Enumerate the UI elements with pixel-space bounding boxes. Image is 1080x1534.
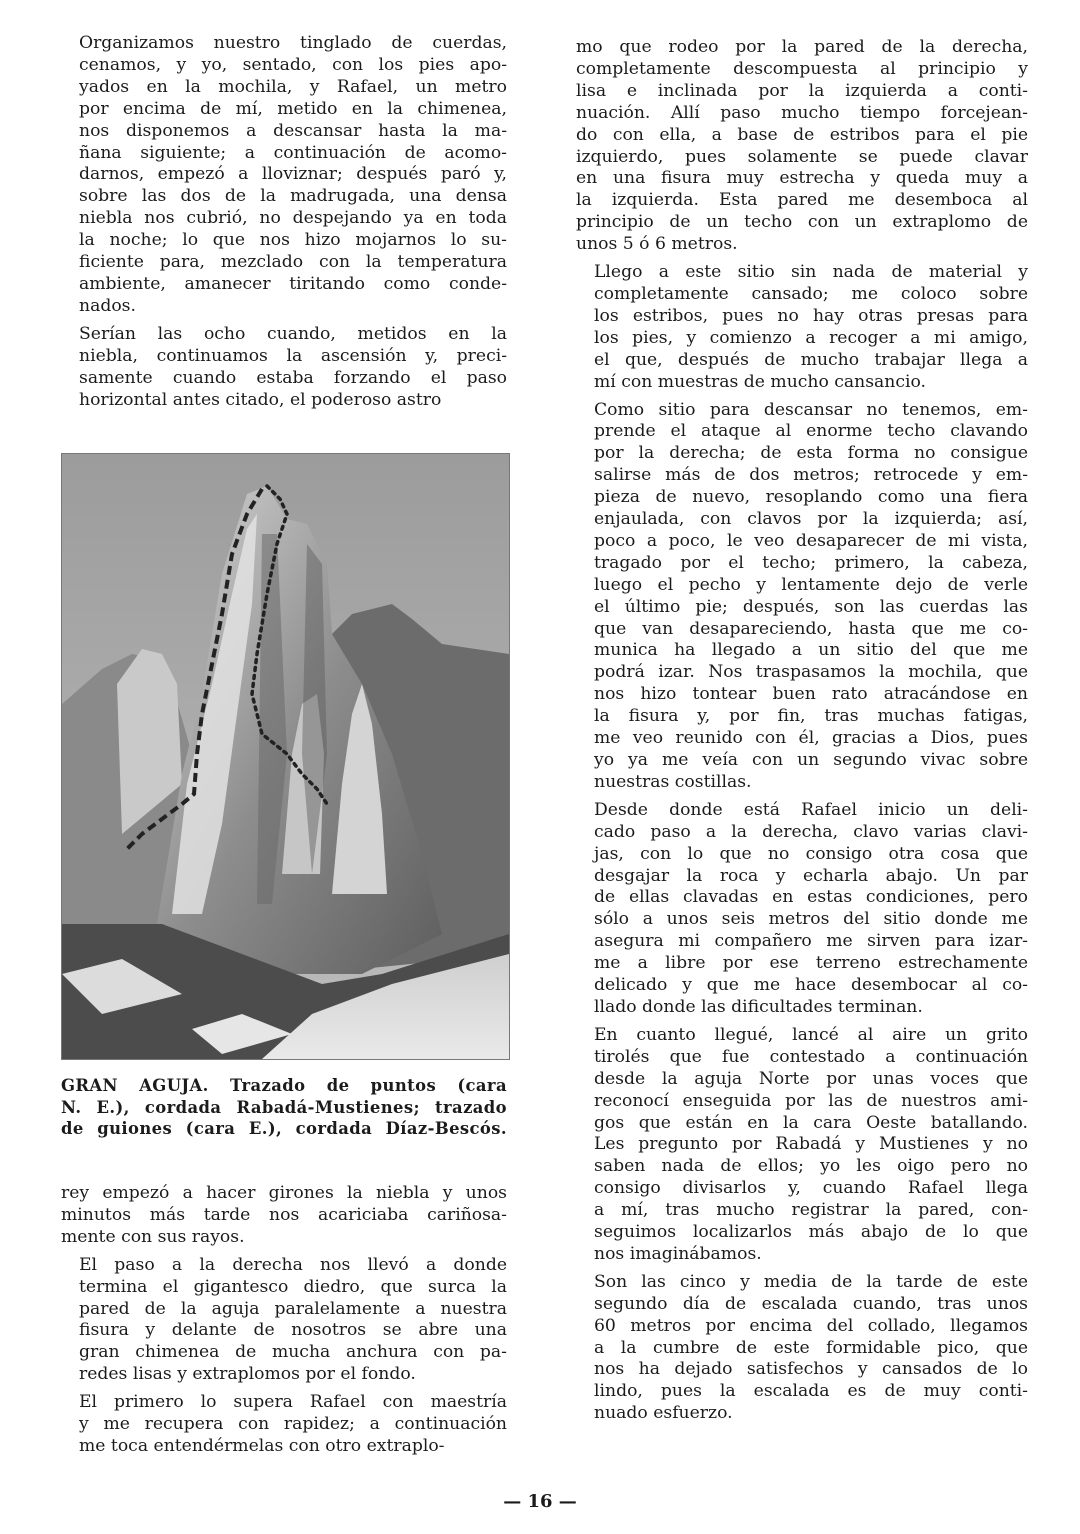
text-line: me a libre por ese terreno estrechamente (594, 953, 1028, 974)
text-line: munica ha llegado a un sitio del que me (594, 640, 1028, 661)
text-line: pared de la aguja paralelamente a nuestra (79, 1298, 507, 1319)
text-line: segundo día de escalada cuando, tras unos (594, 1293, 1028, 1314)
text-line: salirse más de dos metros; retrocede y em- (594, 465, 1028, 486)
text-line: la noche; lo que nos hizo mojarnos lo su- (79, 230, 507, 251)
text-line: El paso a la derecha nos llevó a donde (79, 1254, 507, 1275)
text-line: niebla nos cubrió, no despejando ya en toda (79, 208, 507, 229)
text-line: fisura y delante de nosotros se abre una (79, 1320, 507, 1341)
text-line: nuestras costillas. (594, 771, 752, 792)
text-line: el que, después de mucho trabajar llega a (594, 349, 1028, 370)
text-line: Desde donde está Rafael inicio un deli- (594, 799, 1028, 820)
figure-caption (61, 1075, 507, 1140)
mountain-photo-illustration (62, 454, 509, 1059)
text-line: completamente descompuesta al principio y (576, 58, 1028, 79)
right-column (576, 37, 1028, 1431)
text-line: rey empezó a hacer girones la niebla y unos (61, 1183, 507, 1203)
text-line: de ellas clavadas en estas condiciones, pero (594, 887, 1028, 908)
text-line: En cuanto llegué, lancé al aire un grito (594, 1024, 1028, 1045)
text-line: redes lisas y extraplomos por el fondo. (79, 1364, 416, 1385)
text-line: por la derecha; de esta forma no consigue (594, 443, 1028, 464)
paragraph (576, 1025, 1028, 1266)
text-line: cado paso a la derecha, clavo varias clavi- (594, 821, 1028, 842)
left-column-top (61, 33, 507, 417)
text-line: izquierdo, pues solamente se puede clavar (576, 146, 1028, 167)
text-line: gran chimenea de mucha anchura con pa- (79, 1342, 507, 1363)
text-line: luego el pecho y lentamente dejo de verle (594, 574, 1028, 595)
text-line: Serían las ocho cuando, metidos en la (79, 323, 507, 344)
text-line: darnos, empezó a lloviznar; después paró y, (79, 164, 507, 185)
page-number: — 16 — (503, 1491, 577, 1512)
text-line: asegura mi compañero me sirven para izar- (594, 931, 1028, 952)
text-line: y me recupera con rapidez; a continuación (79, 1414, 507, 1435)
text-line: nos disponemos a descansar hasta la ma- (79, 120, 507, 141)
text-line: sólo a unos seis metros del sitio donde me (594, 909, 1028, 930)
text-line: los estribos, pues no hay otras presas para (594, 305, 1028, 326)
text-line: llado donde las dificultades terminan. (594, 996, 923, 1017)
paragraph (576, 262, 1028, 393)
text-line: horizontal antes citado, el poderoso astro (79, 389, 442, 410)
text-line: me veo reunido con él, gracias a Dios, pues (594, 728, 1028, 749)
text-line: nuación. Allí paso mucho tiempo forcejean- (576, 102, 1028, 123)
text-line: delicado y que me hace desembocar al co- (594, 975, 1028, 996)
text-line: nos ha dejado satisfechos y cansados de lo (594, 1359, 1028, 1380)
paragraph (576, 37, 1028, 256)
text-line: minutos más tarde nos acariciaba cariñosa- (61, 1204, 507, 1225)
text-line: desgajar la roca y echarla abajo. Un par (594, 865, 1028, 886)
text-line: ñana siguiente; a continuación de acomo- (79, 142, 507, 163)
text-line: me toca entendérmelas con otro extraplo- (79, 1435, 445, 1456)
paragraph (576, 1272, 1028, 1425)
text-line: yados en la mochila, y Rafael, un metro (79, 76, 507, 97)
text-line: gos que están en la cara Oeste batallando. (594, 1112, 1028, 1133)
text-line: termina el gigantesco diedro, que surca la (79, 1276, 507, 1297)
text-line: tirolés que fue contestado a continuación (594, 1046, 1028, 1067)
paragraph (576, 800, 1028, 1019)
text-line: El primero lo supera Rafael con maestría (79, 1392, 507, 1413)
text-line: nos imaginábamos. (594, 1243, 762, 1264)
text-line: lindo, pues la escalada es de muy conti- (594, 1381, 1028, 1402)
caption-line: GRAN AGUJA. Trazado de puntos (cara (61, 1076, 507, 1095)
text-line: principio de un techo con un extraplomo de (576, 212, 1028, 233)
text-line: cenamos, y yo, sentado, con los pies apo- (79, 54, 507, 75)
paragraph (576, 400, 1028, 794)
text-line: sobre las dos de la madrugada, una densa (79, 186, 507, 207)
text-line: mo que rodeo por la pared de la derecha, (576, 37, 1028, 57)
text-line: nos hizo tontear buen rato atracándose en (594, 684, 1028, 705)
text-line: el último pie; después, son las cuerdas las (594, 596, 1028, 617)
text-line: podrá izar. Nos traspasamos la mochila, que (594, 662, 1028, 683)
text-line: samente cuando estaba forzando el paso (79, 367, 507, 388)
text-line: seguimos localizarlos más abajo de lo que (594, 1222, 1028, 1243)
text-line: Organizamos nuestro tinglado de cuerdas, (79, 33, 507, 53)
text-line: la izquierda. Esta pared me desemboca al (576, 190, 1028, 211)
text-line: a mí, tras mucho registrar la pared, con- (594, 1200, 1028, 1221)
text-line: poco a poco, le veo desaparecer de mi vista, (594, 530, 1028, 551)
text-line: 60 metros por encima del collado, llegamos (594, 1315, 1028, 1336)
text-line: do con ella, a base de estribos para el pie (576, 124, 1028, 145)
left-column-bottom (61, 1183, 507, 1464)
text-line: saben nada de ellos; yo les oigo pero no (594, 1156, 1028, 1177)
text-line: ambiente, amanecer tiritando como conde- (79, 273, 507, 294)
text-line: tragado por el techo; primero, la cabeza, (594, 552, 1028, 573)
text-line: unos 5 ó 6 metros. (576, 234, 738, 255)
text-line: por encima de mí, metido en la chimenea, (79, 98, 507, 119)
text-line: Son las cinco y media de la tarde de este (594, 1271, 1028, 1292)
paragraph (61, 1183, 507, 1249)
text-line: ficiente para, mezclado con la temperatura (79, 252, 507, 273)
text-line: mí con muestras de mucho cansancio. (594, 371, 927, 392)
text-line: Como sitio para descansar no tenemos, em- (594, 399, 1028, 420)
text-line: completamente cansado; me coloco sobre (594, 283, 1028, 304)
text-line: a la cumbre de este formidable pico, que (594, 1337, 1028, 1358)
paragraph (61, 1392, 507, 1458)
text-line: desde la aguja Norte por unas voces que (594, 1068, 1028, 1089)
text-line: nados. (79, 295, 136, 316)
text-line: consigo divisarlos y, cuando Rafael llega (594, 1178, 1028, 1199)
paragraph (61, 324, 507, 412)
caption-line: N. E.), cordada Rabadá-Mustienes; trazado (61, 1097, 507, 1117)
text-line: Les pregunto por Rabadá y Mustienes y no (594, 1134, 1028, 1155)
caption-line: de guiones (cara E.), cordada Díaz-Bescós. (61, 1119, 507, 1138)
text-line: nuado esfuerzo. (594, 1403, 733, 1424)
text-line: pieza de nuevo, resoplando como una fiera (594, 487, 1028, 508)
text-line: Llego a este sitio sin nada de material y (594, 262, 1028, 283)
gran-aguja-photo (61, 453, 510, 1060)
text-line: que van desapareciendo, hasta que me co- (594, 618, 1028, 639)
paragraph (61, 1255, 507, 1386)
text-line: los pies, y comienzo a recoger a mi amigo, (594, 327, 1028, 348)
text-line: reconocí enseguida por las de nuestros ami- (594, 1090, 1028, 1111)
text-line: la fisura y, por fin, tras muchas fatigas, (594, 706, 1028, 727)
text-line: jas, con lo que no consigo otra cosa que (594, 843, 1028, 864)
text-line: yo ya me veía con un segundo vivac sobre (594, 750, 1028, 770)
text-line: lisa e inclinada por la izquierda a conti- (576, 80, 1028, 101)
text-line: niebla, continuamos la ascensión y, preci- (79, 345, 507, 366)
text-line: prende el ataque al enorme techo clavando (594, 421, 1028, 442)
text-line: enjaulada, con clavos por la izquierda; así, (594, 509, 1028, 530)
text-line: mente con sus rayos. (61, 1226, 245, 1247)
text-line: en una fisura muy estrecha y queda muy a (576, 168, 1028, 189)
paragraph (61, 33, 507, 318)
